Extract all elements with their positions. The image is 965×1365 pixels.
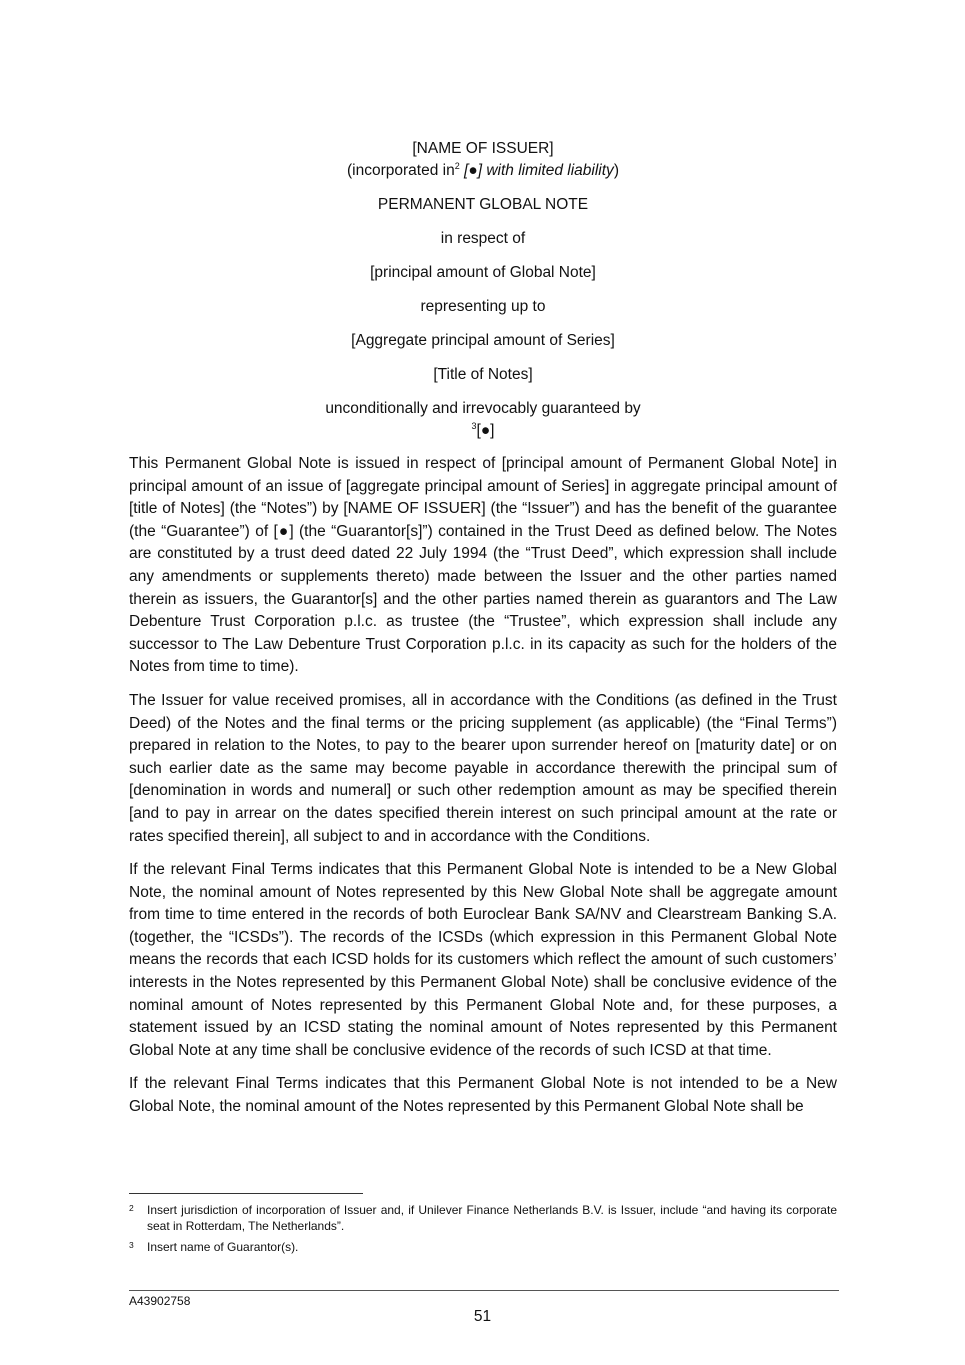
incorporation-line [129,160,837,182]
issuer-name: [NAME OF ISSUER] [412,140,554,157]
footnote-divider [129,1193,363,1194]
footnote-ref-3[interactable]: 3 [471,420,477,431]
aggregate-amount: [Aggregate principal amount of Series] [351,332,615,349]
document-page [129,138,837,1119]
incorporation-jurisdiction: [●] with limited liability [459,162,614,179]
guaranteed-by-line: unconditionally and irrevocably guaranteed by [325,400,641,417]
paragraph-issue: This Permanent Global Note is issued in respect of [principal amount of Permanent Global Note] in principal amount of an issue of [aggregate principal amount of Series] in aggregate principal amount of [title of Notes] (the “Notes”) by [NAME OF ISSUER] (the “Issuer”) and has the benefit of the guarantee (the “Guarantee”) of [●] (the “Guarantor[s]”) contained in the Trust Deed as defined below. The Notes are constituted by a trust deed dated 22 July 1994 (the “Trust Deed”, which expression shall include any amendments or supplements thereto) made between the Issuer and the other parties named therein as issuers, the Guarantor[s] and the other parties named therein as guarantors and The Law Debenture Trust Corporation p.l.c. as trustee (the “Trustee”, which expression shall include any successor to The Law Debenture Trust Corporation p.l.c. in its capacity as such for the holders of the Notes from time to time). [129,455,837,676]
footnote [129,1202,837,1234]
incorporation-prefix: (incorporated in [347,162,455,179]
guarantor-placeholder: [●] [476,422,495,439]
representing-line: representing up to [420,298,546,315]
footnote-number: 2 [129,1203,134,1213]
guarantor-line [129,420,837,442]
paragraph-not-new-global-note: If the relevant Final Terms indicates that this Permanent Global Note is not intended to be a New Global Note, the nominal amount of the Notes represented by this Permanent Global Note shall be [129,1075,837,1116]
note-title: PERMANENT GLOBAL NOTE [377,196,589,213]
title-of-notes: [Title of Notes] [433,366,533,383]
principal-amount: [principal amount of Global Note] [370,264,596,281]
footnote-number: 3 [129,1240,134,1250]
footnotes [129,1202,837,1260]
paragraph-new-global-note: If the relevant Final Terms indicates that this Permanent Global Note is intended to be a New Global Note, the nominal amount of Notes represented by this New Global Note shall be aggregate amount from time to time entered in the records of both Euroclear Bank SA/NV and Clearstream Banking S.A. (together, the “ICSDs”). The records of the ICSDs (which expression in this Permanent Global Note means the records that each ICSD holds for its customers which reflect the amount of such customers’ interests in the Notes represented by this Permanent Global Note) shall be conclusive evidence of the nominal amount of Notes represented by this Permanent Global Note and, for these purposes, a statement issued by an ICSD stating the nominal amount of Notes represented by this Permanent Global Note at any time shall be conclusive evidence of the records of such ICSD at that time. [129,861,837,1059]
document-id: A43902758 [129,1294,191,1308]
paragraph-promise: The Issuer for value received promises, all in accordance with the Conditions (as defined in the Trust Deed) of the Notes and the final terms or the pricing supplement (as applicable) (the “Final Terms”) prepared in relation to the Notes, to pay to the bearer upon surrender hereof on [maturity date] or on such earlier date as the same may become payable in accordance therewith the principal sum of [denomination in words and numeral] or such other redemption amount as may be specified therein [and to pay in arrear on the dates specified therein interest on such principal amount at the rate or rates specified therein], all subject to and in accordance with the Conditions. [129,691,837,845]
footnote-ref-2[interactable]: 2 [454,160,460,171]
footnote-text: Insert jurisdiction of incorporation of Issuer and, if Unilever Finance Netherlands B.V. is Issuer, include “and having its corporate seat in Rotterdam, The Netherlands”. [147,1203,837,1233]
page-number: 51 [473,1308,492,1325]
footnote-text: Insert name of Guarantor(s). [147,1240,299,1254]
footnote [129,1239,837,1255]
in-respect-of: in respect of [440,230,526,247]
footer-divider [129,1290,839,1291]
incorporation-suffix: ) [613,162,619,179]
